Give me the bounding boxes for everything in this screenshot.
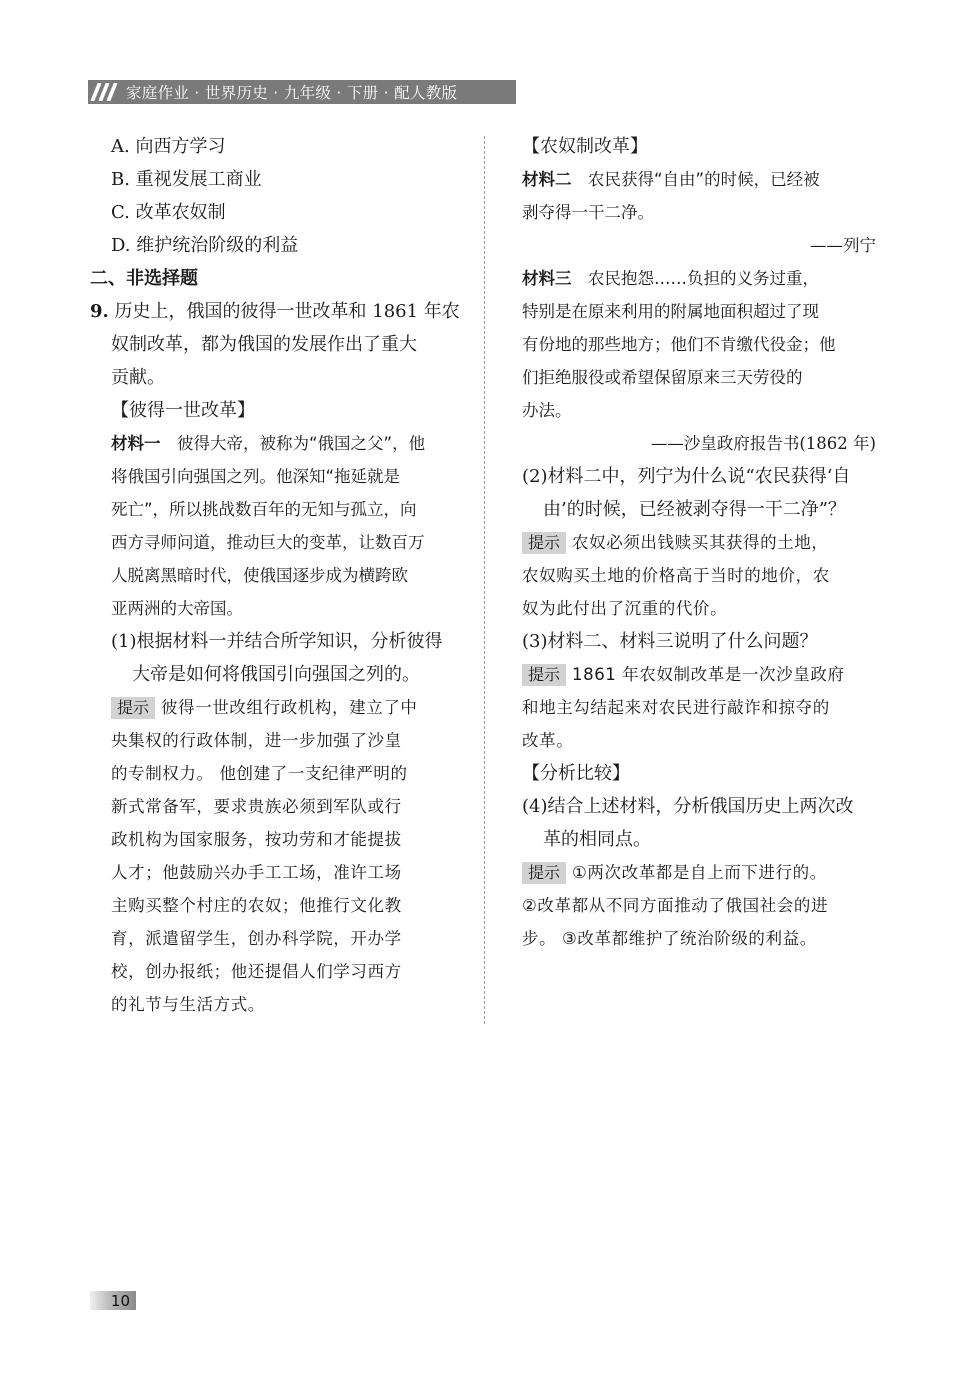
material-1-label: 材料一 [111, 434, 161, 453]
bracket-heading-serfdom: 【农奴制改革】 [522, 136, 648, 157]
hint-1-line: 校，创办报纸；他还提倡人们学习西方 [111, 962, 402, 981]
hint-3-line: 和地主勾结起来对农民进行敲诈和掠夺的 [522, 698, 830, 717]
material-2-source: ——列宁 [810, 236, 876, 255]
material-3-text: 农民抱怨……负担的义务过重， [588, 269, 819, 288]
material-2-line: 剥夺得一干二净。 [522, 203, 654, 222]
hint-4-text: ①两次改革都是自上而下进行的。 [572, 863, 827, 882]
option-c: C. 改革农奴制 [111, 202, 226, 223]
hint-1-line: 的专制权力。 他创建了一支纪律严明的 [111, 764, 408, 783]
hint-2-line [522, 526, 878, 559]
bracket-heading-compare: 【分析比较】 [522, 763, 630, 784]
hint-1-line: 主购买整个村庄的农奴；他推行文化教 [111, 896, 402, 915]
sub-question-3: (3)材料二、材料三说明了什么问题？ [522, 631, 818, 652]
material-2-line [522, 163, 878, 196]
option-d: D. 维护统治阶级的利益 [111, 235, 299, 256]
column-divider [484, 136, 485, 1024]
material-1-line [90, 427, 466, 460]
material-1-line: 死亡”，所以挑战数百年的无知与孤立，向 [111, 500, 417, 519]
sub-question-1-cont: 大帝是如何将俄国引向强国之列的。 [132, 664, 420, 685]
hint-1-line: 育，派遣留学生，创办科学院，开办学 [111, 929, 402, 948]
hint-tag: 提示 [111, 697, 155, 719]
page-number-bar [90, 1291, 136, 1310]
hint-2-text: 农奴必须出钱赎买其获得的土地， [572, 533, 829, 552]
header-title: 家庭作业 · 世界历史 · 九年级 · 下册 · 配人教版 [126, 84, 458, 102]
material-3-source: ——沙皇政府报告书(1862 年) [650, 434, 876, 453]
hint-tag: 提示 [522, 862, 566, 884]
question-9-text: 历史上，俄国的彼得一世改革和 1861 年农 [114, 301, 460, 322]
material-3-line: 特别是在原来利用的附属地面积超过了现 [522, 302, 819, 321]
section-title: 二、非选择题 [90, 268, 198, 289]
sub-question-2-cont: 由’的时候，已经被剥夺得一干二净”？ [543, 499, 846, 520]
sub-question-2: (2)材料二中，列宁为什么说“农民获得‘自 [522, 466, 851, 487]
left-column [90, 130, 466, 1021]
material-1-line: 西方寻师问道，推动巨大的变革，让数百万 [111, 533, 425, 552]
hint-3-line: 改革。 [522, 731, 574, 750]
sub-question-4: (4)结合上述材料，分析俄国历史上两次改 [522, 796, 854, 817]
hint-4-line [522, 856, 878, 889]
hint-1-line [90, 691, 466, 724]
material-1-line: 将俄国引向强国之列。他深知“拖延就是 [111, 467, 401, 486]
hint-1-line: 央集权的行政体制，进一步加强了沙皇 [111, 731, 402, 750]
material-3-label: 材料三 [522, 269, 572, 288]
hint-2-line: 农奴购买土地的价格高于当时的地价，农 [522, 566, 830, 585]
page-number: 10 [110, 1291, 130, 1310]
material-3-line [522, 262, 878, 295]
sub-question-1: (1)根据材料一并结合所学知识，分析彼得 [111, 631, 443, 652]
hint-1-line: 人才；他鼓励兴办手工工场，准许工场 [111, 863, 402, 882]
material-3-line: 办法。 [522, 401, 572, 420]
header-slash-decoration [94, 83, 114, 101]
material-1-line: 人脱离黑暗时代，使俄国逐步成为横跨欧 [111, 566, 408, 585]
question-9-line-1 [90, 295, 466, 328]
question-9-line-3: 贡献。 [111, 367, 165, 388]
sub-question-4-cont: 革的相同点。 [543, 829, 651, 850]
hint-4-line: ②改革都从不同方面推动了俄国社会的进 [522, 896, 829, 915]
hint-3-text: 1861 年农奴制改革是一次沙皇政府 [572, 665, 845, 684]
option-a: A. 向西方学习 [111, 136, 226, 157]
hint-4-line: 步。 ③改革都维护了统治阶级的利益。 [522, 929, 817, 948]
material-2-label: 材料二 [522, 170, 572, 189]
hint-1-line: 新式常备军，要求贵族必须到军队或行 [111, 797, 402, 816]
material-1-text: 彼得大帝，被称为“俄国之父”，他 [177, 434, 426, 453]
hint-tag: 提示 [522, 664, 566, 686]
option-b: B. 重视发展工商业 [111, 169, 262, 190]
right-column [522, 130, 878, 955]
hint-1-text: 彼得一世改组行政机构，建立了中 [161, 698, 418, 717]
hint-2-line: 奴为此付出了沉重的代价。 [522, 599, 728, 618]
page-header [88, 80, 516, 104]
question-9-line-2: 奴制改革，都为俄国的发展作出了重大 [111, 334, 417, 355]
material-1-line: 亚两洲的大帝国。 [111, 599, 243, 618]
material-3-line: 们拒绝服役或希望保留原来三天劳役的 [522, 368, 803, 387]
bracket-heading-peter: 【彼得一世改革】 [111, 400, 255, 421]
hint-3-line [522, 658, 878, 691]
hint-1-line: 政机构为国家服务，按功劳和才能提拔 [111, 830, 402, 849]
hint-1-line: 的礼节与生活方式。 [111, 995, 265, 1014]
material-2-text: 农民获得“自由”的时候，已经被 [588, 170, 820, 189]
material-3-line: 有份地的那些地方；他们不肯缴代役金；他 [522, 335, 836, 354]
question-number: 9. [90, 301, 109, 322]
hint-tag: 提示 [522, 532, 566, 554]
